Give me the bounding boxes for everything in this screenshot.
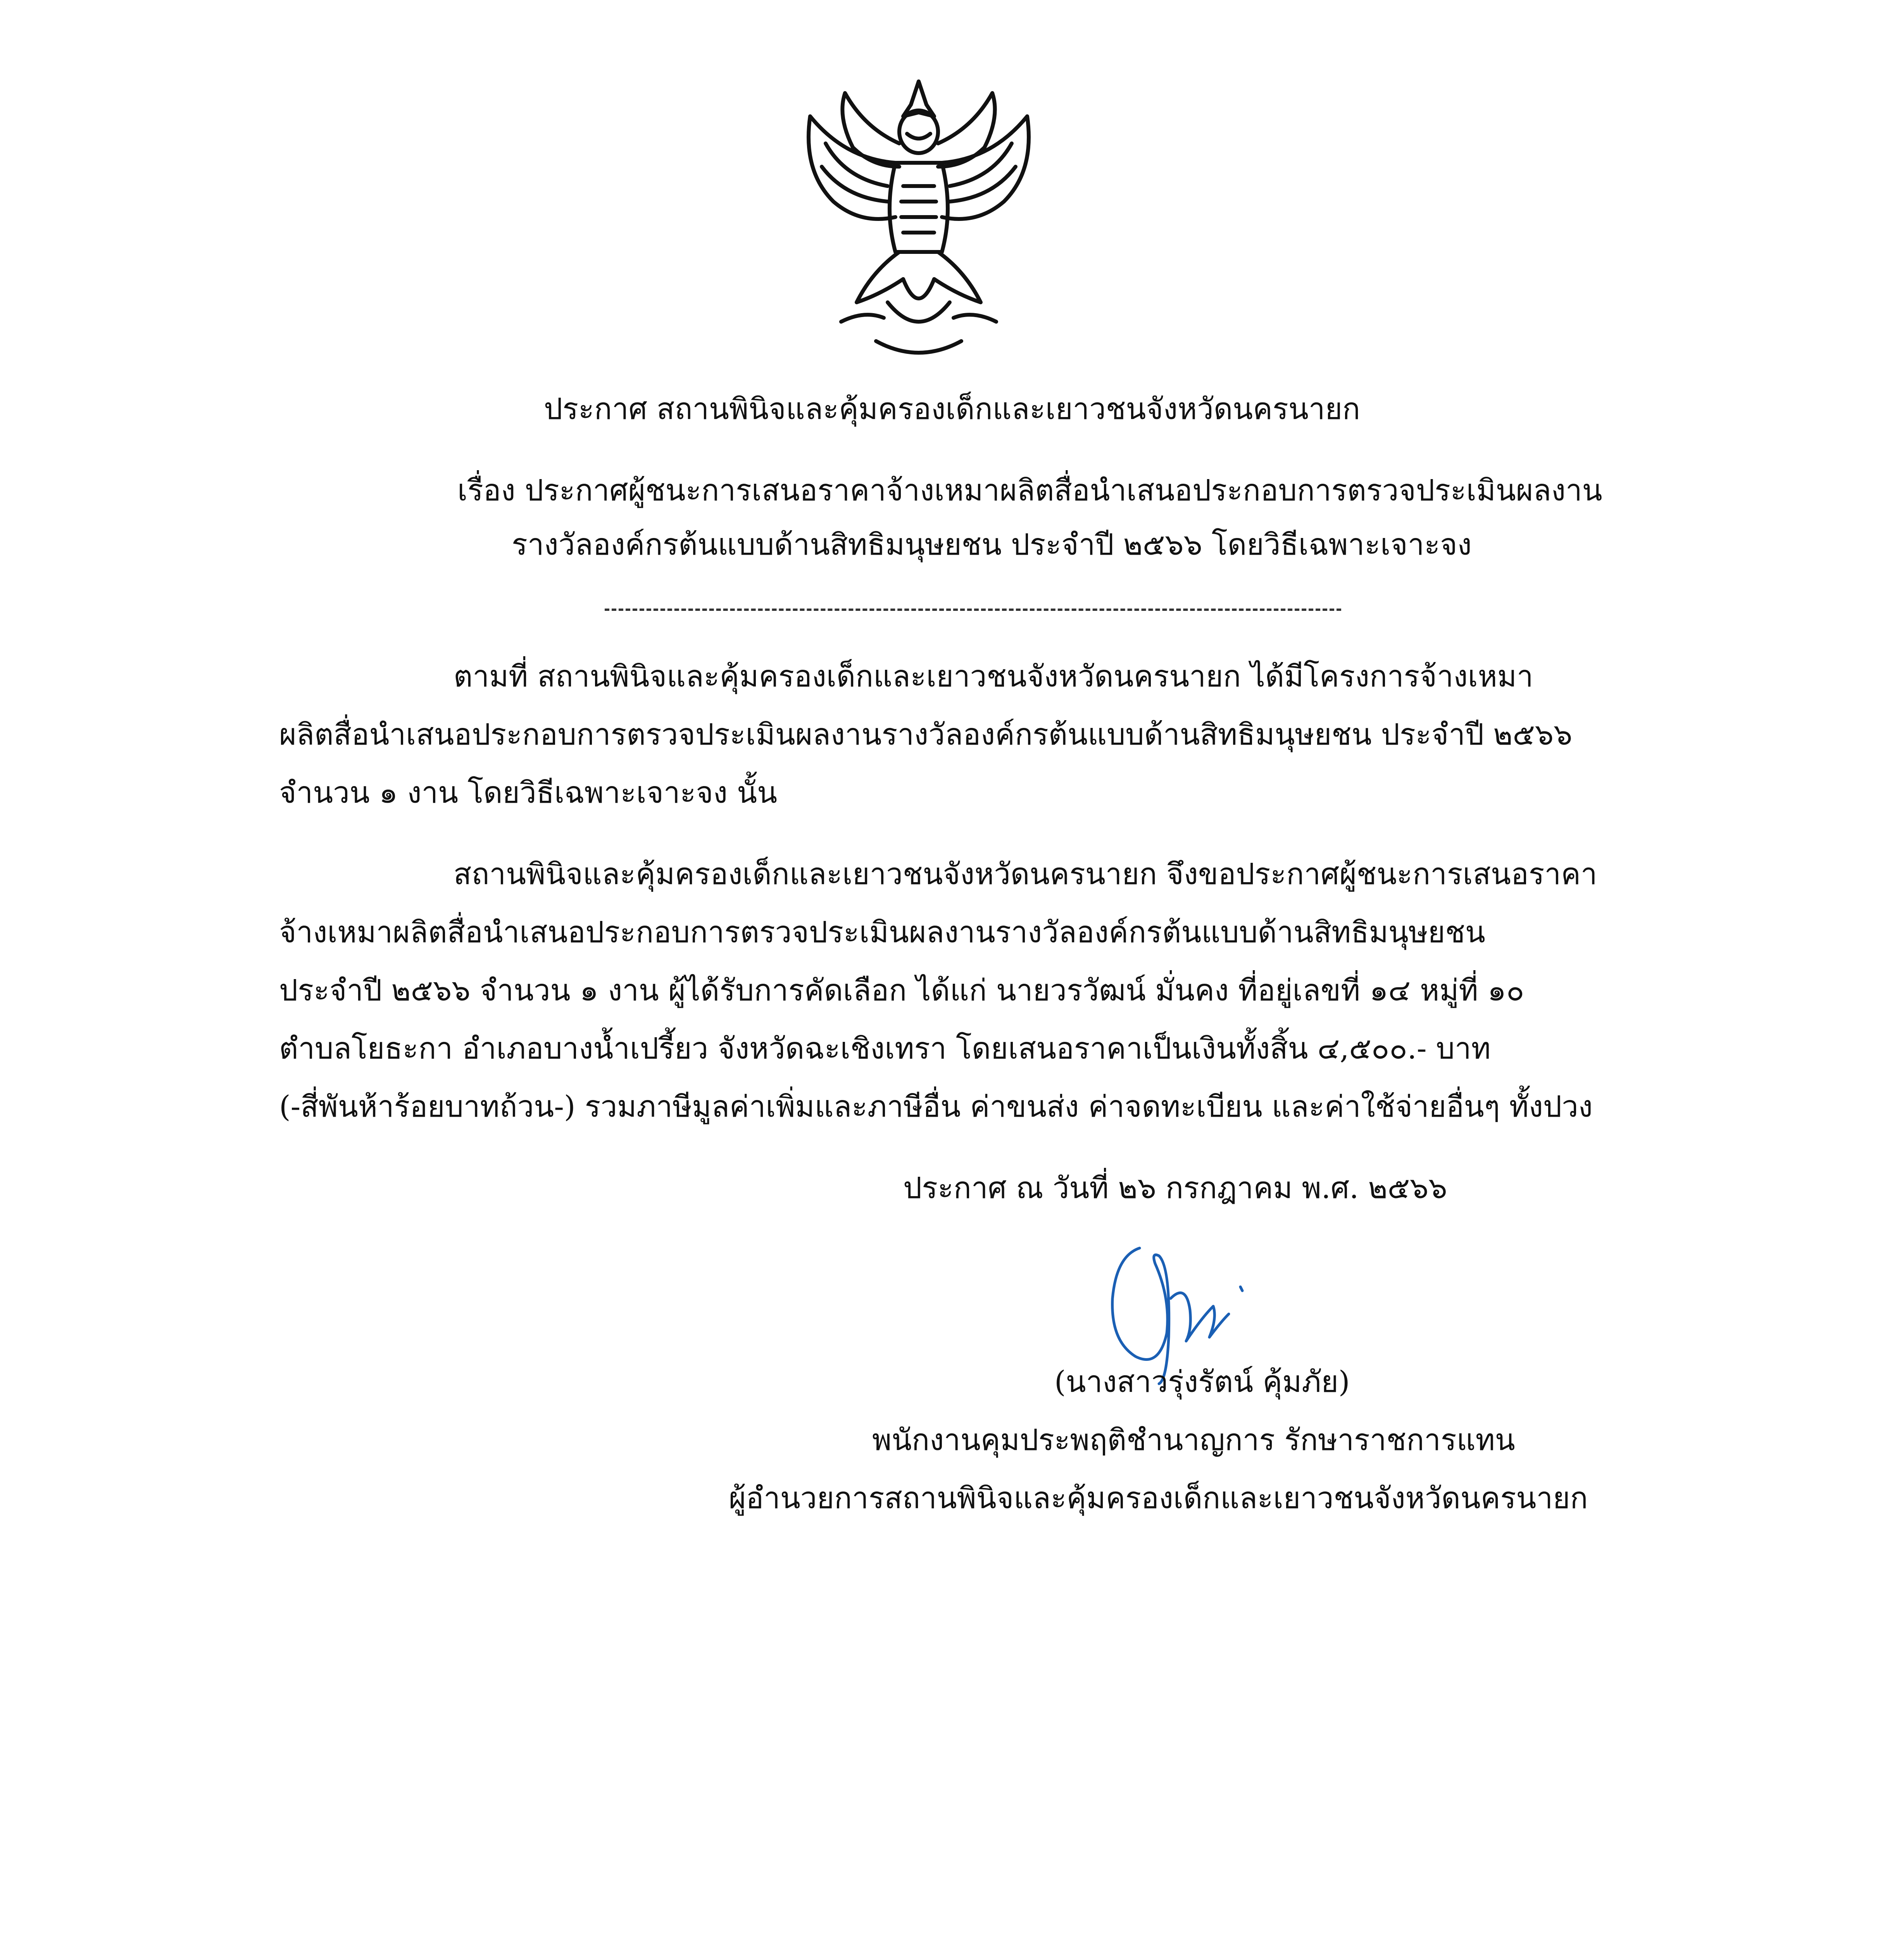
para2-line4: ตำบลโยธะกา อำเภอบางน้ำเปรี้ยว จังหวัดฉะเชิงเทรา โดยเสนอราคาเป็นเงินทั้งสิ้น ๔,๕๐๐.- บาท — [279, 1031, 1491, 1066]
header-divider — [605, 609, 1341, 611]
para2-line5: (-สี่พันห้าร้อยบาทถ้วน-) รวมภาษีมูลค่าเพิ่มและภาษีอื่น ค่าขนส่ง ค่าจดทะเบียน และค่าใช้จ่ายอื่นๆ ทั้งปวง — [279, 1089, 1593, 1124]
announcement-date: ประกาศ ณ วันที่ ๒๖ กรกฎาคม พ.ศ. ๒๕๖๖ — [903, 1171, 1447, 1205]
para1-line1: ตามที่ สถานพินิจและคุ้มครองเด็กและเยาวชนจังหวัดนครนายก ได้มีโครงการจ้างเหมา — [454, 659, 1533, 693]
signer-name: (นางสาวรุ่งรัตน์ คุ้มภัย) — [1054, 1364, 1350, 1399]
announcement-title: ประกาศ สถานพินิจและคุ้มครองเด็กและเยาวชนจังหวัดนครนายก — [544, 391, 1360, 426]
para1-line3: จำนวน ๑ งาน โดยวิธีเฉพาะเจาะจง นั้น — [279, 775, 778, 810]
signer-position-line1: พนักงานคุมประพฤติชำนาญการ รักษาราชการแทน — [872, 1422, 1515, 1457]
para2-line3: ประจำปี ๒๕๖๖ จำนวน ๑ งาน ผู้ได้รับการคัดเลือก ได้แก่ นายวรวัฒน์ มั่นคง ที่อยู่เลขที่ ๑๔ หมู่ที่ ๑๐ — [279, 973, 1525, 1007]
subject-line-1: เรื่อง ประกาศผู้ชนะการเสนอราคาจ้างเหมาผลิตสื่อนำเสนอประกอบการตรวจประเมินผลงาน — [457, 473, 1602, 507]
para1-line2: ผลิตสื่อนำเสนอประกอบการตรวจประเมินผลงานรางวัลองค์กรต้นแบบด้านสิทธิมนุษยชน ประจำปี ๒๕๖๖ — [279, 717, 1573, 752]
signer-position-line2: ผู้อำนวยการสถานพินิจและคุ้มครองเด็กและเยาวชนจังหวัดนครนายก — [729, 1481, 1588, 1515]
para2-line2: จ้างเหมาผลิตสื่อนำเสนอประกอบการตรวจประเมินผลงานรางวัลองค์กรต้นแบบด้านสิทธิมนุษยชน — [279, 915, 1485, 949]
garuda-emblem-icon — [787, 70, 1050, 364]
subject-line-2: รางวัลองค์กรต้นแบบด้านสิทธิมนุษยชน ประจำปี ๒๕๖๖ โดยวิธีเฉพาะเจาะจง — [512, 527, 1472, 562]
para2-line1: สถานพินิจและคุ้มครองเด็กและเยาวชนจังหวัดนครนายก จึงขอประกาศผู้ชนะการเสนอราคา — [454, 857, 1597, 891]
